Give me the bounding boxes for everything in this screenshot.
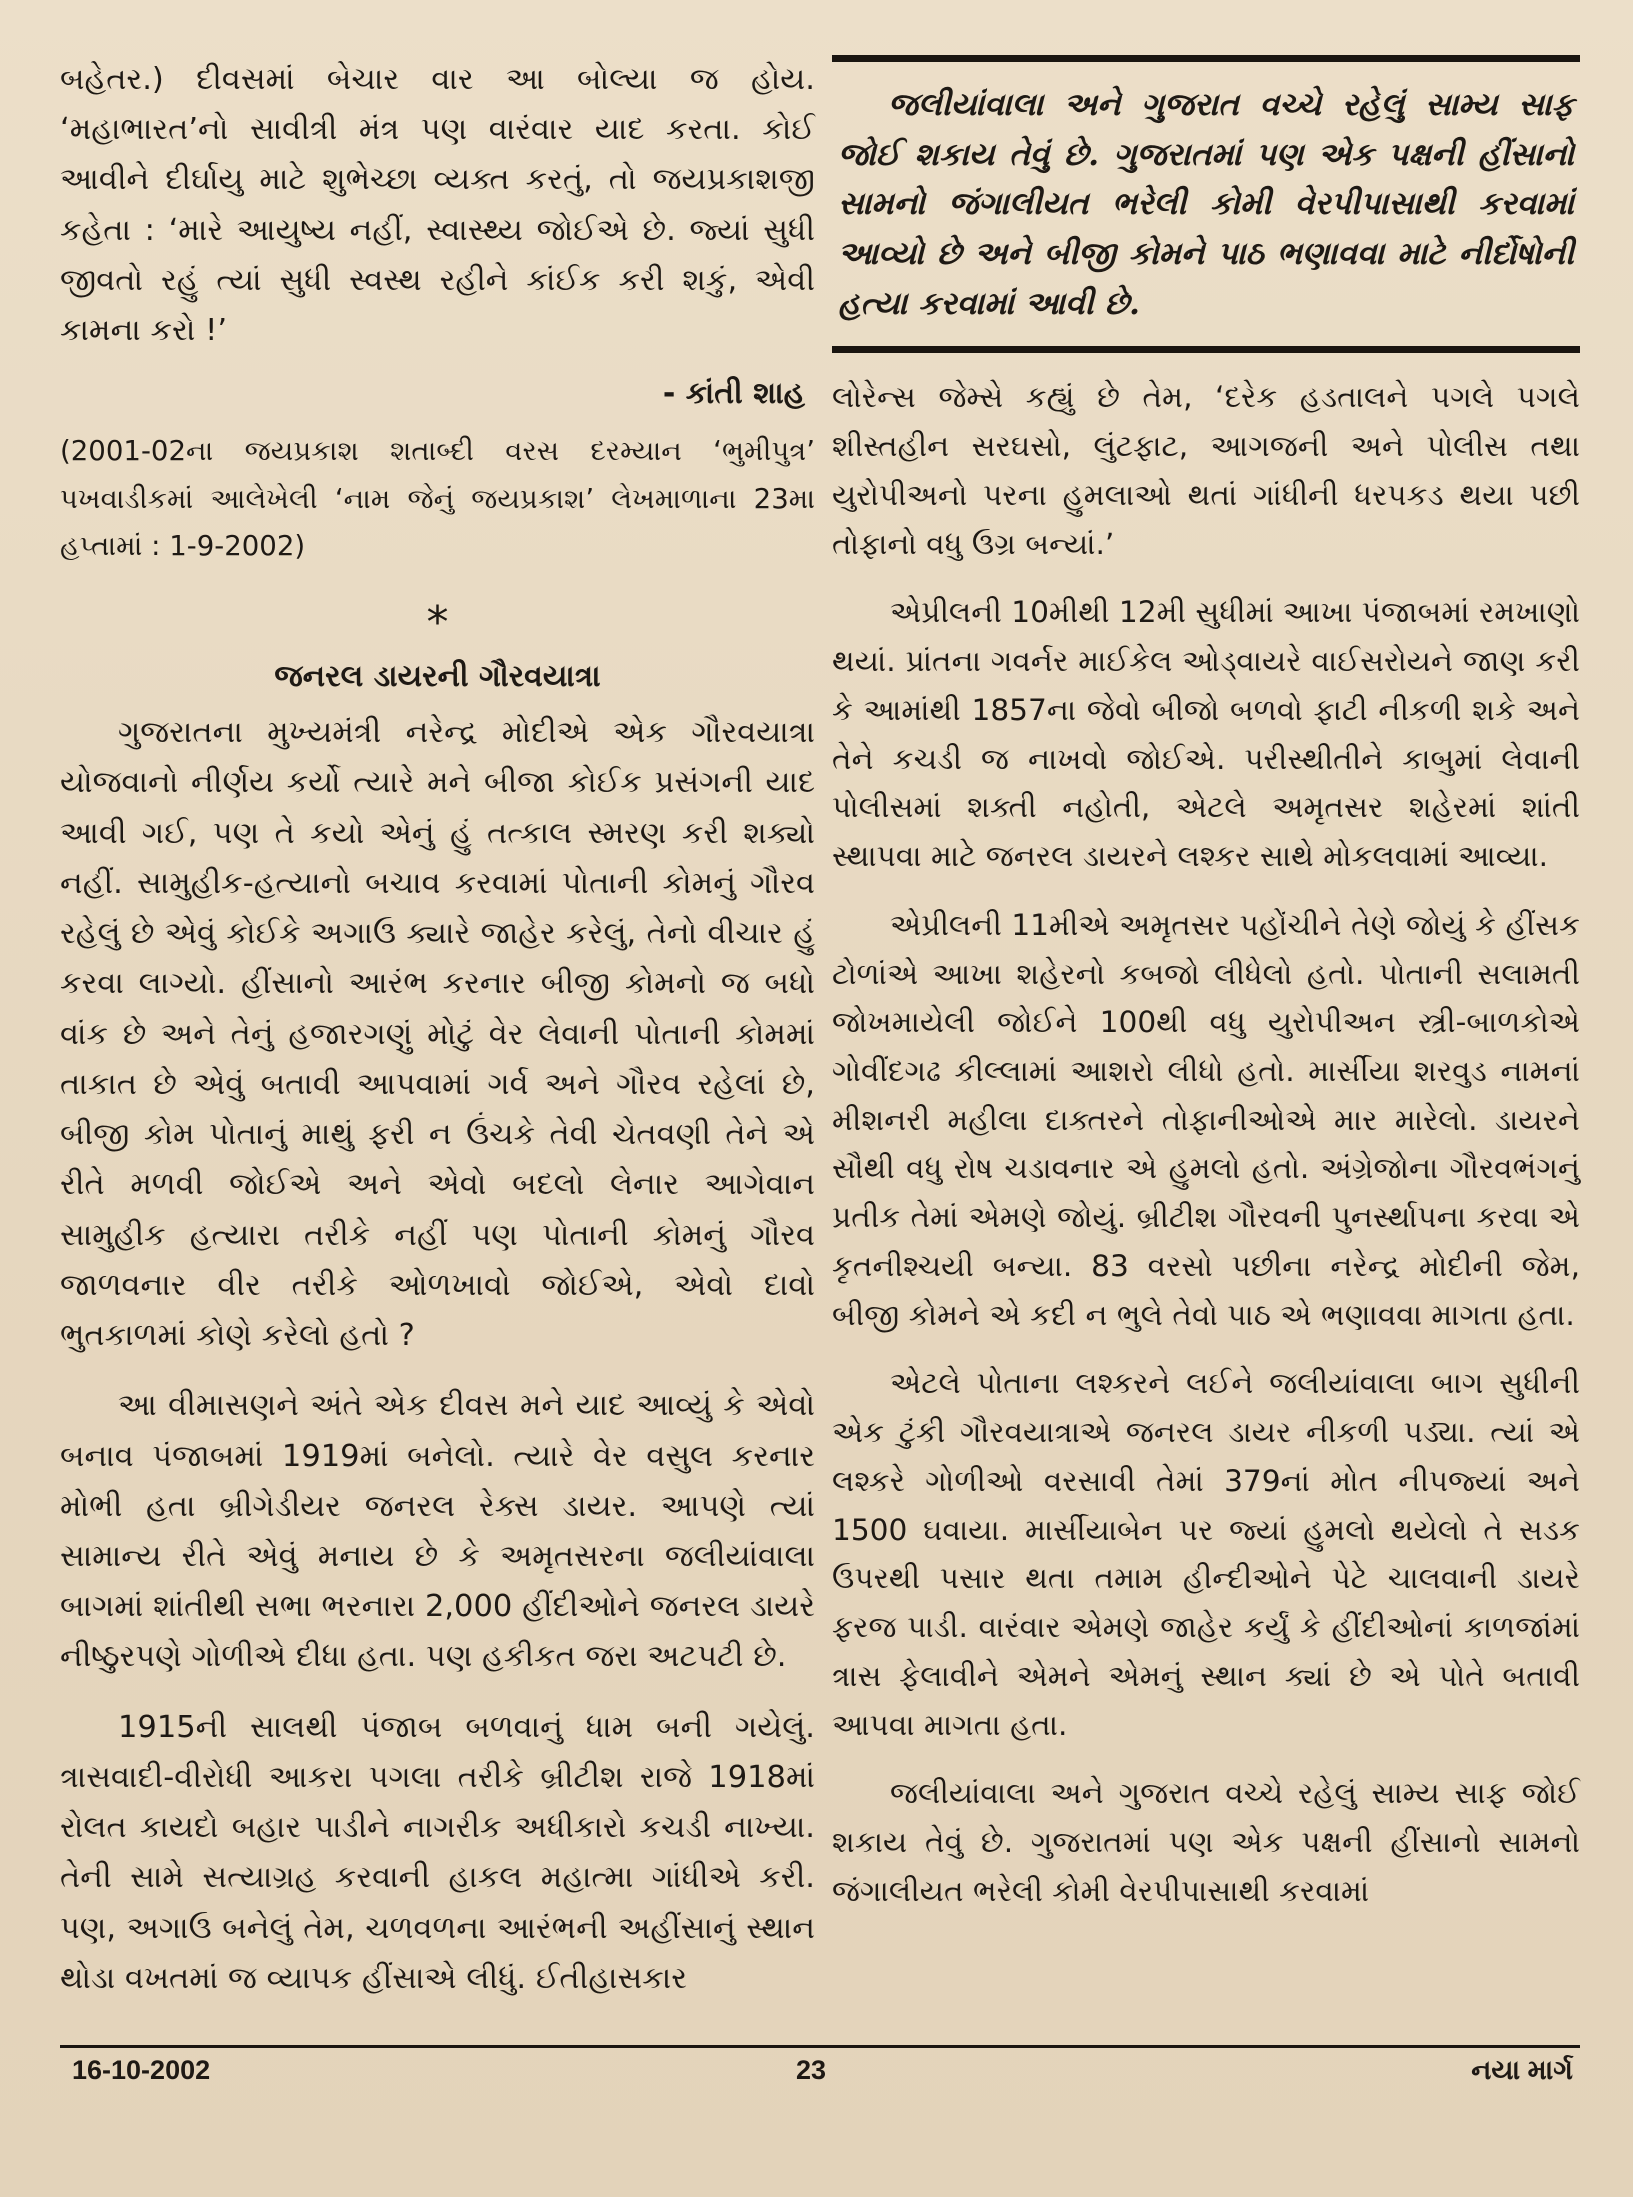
left-column (60, 55, 815, 2004)
page-number: 23 (796, 2055, 827, 2085)
author-credit: - કાંતી શાહ (662, 376, 805, 412)
paragraph: બહેતર.) દીવસમાં બેચાર વાર આ બોલ્યા જ હોય. ‘મહાભારત’નો સાવીત્રી મંત્ર પણ વારંવાર યાદ કરતા. કોઈ આવીને દીર્ઘાયુ માટે શુભેચ્છા વ્યક્ત કરતું, તો જયપ્રકાશજી કહેતા : ‘મારે આયુષ્ય નહીં, સ્વાસ્થ્ય જોઈએ છે. જ્યાં સુધી જીવતો રહું ત્યાં સુધી સ્વસ્થ રહીને કાંઈક કરી શકું, એવી કામના કરો !’ (60, 62, 815, 349)
paragraph: ગુજરાતના મુખ્યમંત્રી નરેન્દ્ર મોદીએ એક ગૌરવયાત્રા યોજવાનો નીર્ણય કર્યો ત્યારે મને બીજા કોઈક પ્રસંગની યાદ આવી ગઈ, પણ તે કયો એનું હું તત્કાલ સ્મરણ કરી શક્યો નહીં. સામુહીક-હત્યાનો બચાવ કરવામાં પોતાની કોમનું ગૌરવ રહેલું છે એવું કોઈકે અગાઉ ક્યારે જાહેર કરેલું, તેનો વીચાર હું કરવા લાગ્યો. હીંસાનો આરંભ કરનાર બીજી કોમનો જ બધો વાંક છે અને તેનું હજારગણું મોટું વેર લેવાની પોતાની કોમમાં તાકાત છે એવું બતાવી આપવામાં ગર્વ અને ગૌરવ રહેલાં છે, બીજી કોમ પોતાનું માથું ફરી ન ઉંચકે તેવી ચેતવણી તેને એ રીતે મળવી જોઈએ અને એવો બદલો લેનાર આગેવાન સામુહીક હત્યારા તરીકે નહીં પણ પોતાની કોમનું ગૌરવ જાળવનાર વીર તરીકે ઓળખાવો જોઈએ, એવો દાવો ભુતકાળમાં કોણે કરેલો હતો ? (60, 715, 815, 1354)
paragraph: આ વીમાસણને અંતે એક દીવસ મને યાદ આવ્યું કે એવો બનાવ પંજાબમાં 1919માં બનેલો. ત્યારે વેર વસુલ કરનાર મોભી હતા બ્રીગેડીયર જનરલ રેક્સ ડાયર. આપણે ત્યાં સામાન્ય રીતે એવું મનાય છે કે અમૃતસરના જલીયાંવાલા બાગમાં શાંતીથી સભા ભરનારા 2,000 હીંદીઓને જનરલ ડાયરે નીષ્ઠુરપણે ગોળીએ દીધા હતા. પણ હકીકત જરા અટપટી છે. (60, 1388, 815, 1675)
paragraph: જલીયાંવાલા અને ગુજરાત વચ્ચે રહેલું સામ્ય સાફ જોઈ શકાય તેવું છે. ગુજરાતમાં પણ એક પક્ષની હીંસાનો સામનો જંગાલીયત ભરેલી કોમી વેરપીપાસાથી કરવામાં (832, 1776, 1580, 1908)
paragraph: એપ્રીલની 11મીએ અમૃતસર પહોંચીને તેણે જોયું કે હીંસક ટોળાંએ આખા શહેરનો કબજો લીધેલો હતો. પોતાની સલામતી જોખમાયેલી જોઈને 100થી વધુ યુરોપીઅન સ્ત્રી-બાળકોએ ગોવીંદગઢ કીલ્લામાં આશરો લીધો હતો. માર્સીયા શરવુડ નામનાં મીશનરી મહીલા દાક્તરને તોફાનીઓએ માર મારેલો. ડાયરને સૌથી વધુ રોષ ચડાવનાર એ હુમલો હતો. અંગ્રેજોના ગૌરવભંગનું પ્રતીક તેમાં એમણે જોયું. બ્રીટીશ ગૌરવની પુનર્સ્થાપના કરવા એ કૃતનીશ્ચયી બન્યા. 83 વરસો પછીના નરેન્દ્ર મોદીની જેમ, બીજી કોમને એ કદી ન ભુલે તેવો પાઠ એ ભણાવવા માગતા હતા. (832, 907, 1580, 1332)
pullquote-bottom-rule (832, 346, 1580, 353)
footer-rule (60, 2045, 1580, 2048)
paragraph: એપ્રીલની 10મીથી 12મી સુધીમાં આખા પંજાબમાં રમખાણો થયાં. પ્રાંતના ગવર્નર માઈકેલ ઓડ્વાયરે વાઈસરોયને જાણ કરી કે આમાંથી 1857ના જેવો બીજો બળવો ફાટી નીકળી શકે અને તેને કચડી જ નાખવો જોઈએ. પરીસ્થીતીને કાબુમાં લેવાની પોલીસમાં શક્તી નહોતી, એટલે અમૃતસર શહેરમાં શાંતી સ્થાપવા માટે જનરલ ડાયરને લશ્કર સાથે મોકલવામાં આવ્યા. (832, 595, 1580, 874)
pullquote-top-rule (832, 55, 1580, 62)
section-heading: જનરલ ડાયરની ગૌરવયાત્રા (274, 659, 601, 695)
magazine-name: નયા માર્ગ (1471, 2055, 1573, 2085)
pull-quote: જલીયાંવાલા અને ગુજરાત વચ્ચે રહેલું સામ્ય સાફ જોઈ શકાય તેવું છે. ગુજરાતમાં પણ એક પક્ષની હીંસાનો સામનો જંગાલીયત ભરેલી કોમી વેરપીપાસાથી કરવામાં આવ્યો છે અને બીજી કોમને પાઠ ભણાવવા માટે નીર્દોષોની હત્યા કરવામાં આવી છે. (838, 86, 1574, 322)
section-separator: * (426, 597, 449, 649)
paragraph: એટલે પોતાના લશ્કરને લઈને જલીયાંવાલા બાગ સુધીની એક ટુંકી ગૌરવયાત્રાએ જનરલ ડાયર નીકળી પડ્યા. ત્યાં એ લશ્કરે ગોળીઓ વરસાવી તેમાં 379નાં મોત નીપજ્યાં અને 1500 ઘવાયા. માર્સીયાબેન પર જ્યાં હુમલો થયેલો તે સડક ઉપરથી પસાર થતા તમામ હીન્દીઓને પેટે ચાલવાની ડાયરે ફરજ પાડી. વારંવાર એમણે જાહેર કર્યું કે હીંદીઓનાં કાળજાંમાં ત્રાસ ફેલાવીને એમને એમનું સ્થાન ક્યાં છે એ પોતે બતાવી આપવા માગતા હતા. (832, 1366, 1580, 1742)
source-note: (2001-02ના જયપ્રકાશ શતાબ્દી વરસ દરમ્યાન ‘ભુમીપુત્ર’ પખવાડીકમાં આલેખેલી ‘નામ જેનું જયપ્રકાશ’ લેખમાળાના 23મા હપ્તામાં : 1-9-2002) (60, 434, 815, 562)
paragraph: લોરેન્સ જેમ્સે કહ્યું છે તેમ, ‘દરેક હડતાલને પગલે પગલે શીસ્તહીન સરઘસો, લુંટફાટ, આગજની અને પોલીસ તથા યુરોપીઅનો પરના હુમલાઓ થતાં ગાંધીની ધરપકડ થયા પછી તોફાનો વધુ ઉગ્ર બન્યાં.’ (832, 380, 1580, 561)
paragraph: 1915ની સાલથી પંજાબ બળવાનું ધામ બની ગયેલું. ત્રાસવાદી-વીરોધી આકરા પગલા તરીકે બ્રીટીશ રાજે 1918માં રોલત કાયદો બહાર પાડીને નાગરીક અધીકારો કચડી નાખ્યા. તેની સામે સત્યાગ્રહ કરવાની હાકલ મહાત્મા ગાંધીએ કરી. પણ, અગાઉ બનેલું તેમ, ચળવળના આરંભની અહીંસાનું સ્થાન થોડા વખતમાં જ વ્યાપક હીંસાએ લીધું. ઈતીહાસકાર (60, 1709, 815, 1996)
issue-date: 16-10-2002 (72, 2055, 211, 2085)
right-column (832, 55, 1580, 1915)
